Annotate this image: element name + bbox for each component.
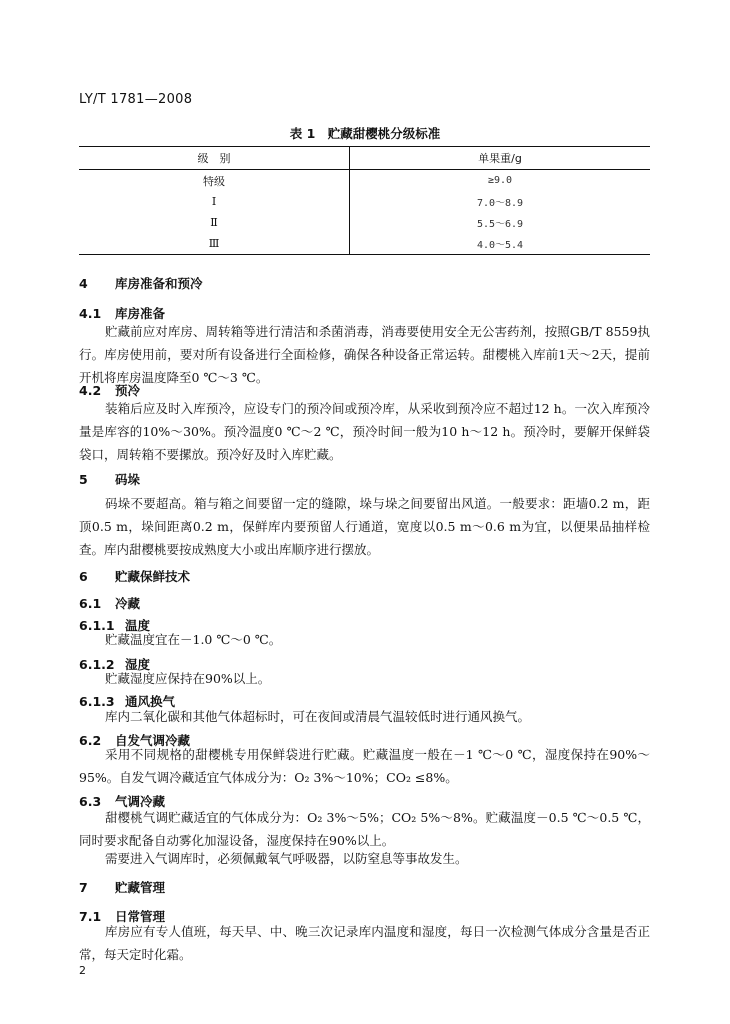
- paragraph-6-2: 采用不同规格的甜樱桃专用保鲜袋进行贮藏。贮藏温度一般在－1 ℃～0 ℃，湿度保持在90%～95%。自发气调冷藏适宜气体成分为：O₂ 3%～10%；CO₂ ≤8%。: [79, 747, 650, 785]
- section-heading-7: 7 贮藏管理: [79, 880, 166, 895]
- table-title: 表 1 贮藏甜樱桃分级标准: [289, 126, 441, 141]
- weight-cell: 7.0～8.9: [476, 198, 524, 209]
- table-row: [79, 170, 650, 192]
- table-row: [79, 233, 650, 255]
- grading-table: [79, 146, 650, 255]
- section-heading-6-1-2: 6.1.2 湿度: [79, 657, 151, 672]
- grade-cell: 特级: [79, 170, 350, 192]
- section-heading-6-1-3: 6.1.3 通风换气: [79, 694, 176, 709]
- paragraph-6-3-safety: 需要进入气调库时，必须佩戴氧气呼吸器，以防窒息等事故发生。: [105, 851, 468, 866]
- section-heading-4-2: 4.2 预冷: [79, 383, 141, 398]
- paragraph-4-2: 装箱后应及时入库预冷，应设专门的预冷间或预冷库，从采收到预冷应不超过12 h。一次入库预冷量是库容的10%～30%。预冷温度0 ℃～2 ℃，预冷时间一般为10 h～12 h。预冷时，要解开保鲜袋袋口，周转箱不要摞放。预冷好及时入库贮藏。: [79, 401, 650, 462]
- section-heading-6: 6 贮藏保鲜技术: [79, 569, 191, 584]
- paragraph-6-3: 甜樱桃气调贮藏适宜的气体成分为：O₂ 3%～5%；CO₂ 5%～8%。贮藏温度－0.5 ℃～0.5 ℃，同时要求配备自动雾化加湿设备，湿度保持在90%以上。: [79, 810, 650, 848]
- table-row: [79, 191, 650, 212]
- paragraph-4-1: 贮藏前应对库房、周转箱等进行清洁和杀菌消毒，消毒要使用安全无公害药剂，按照GB/T 8559执行。库房使用前，要对所有设备进行全面检修，确保各种设备正常运转。甜樱桃入库前1天～2天，提前开机将库房温度降至0 ℃～3 ℃。: [79, 324, 650, 385]
- paragraph-6-1-1: 贮藏温度宜在－1.0 ℃～0 ℃。: [105, 632, 282, 647]
- section-heading-6-3: 6.3 气调冷藏: [79, 794, 166, 809]
- column-header-weight: 单果重/g: [350, 147, 651, 170]
- grade-cell: Ⅲ: [79, 233, 350, 255]
- section-heading-5: 5 码垛: [79, 472, 141, 487]
- grade-cell: Ⅱ: [79, 212, 350, 233]
- paragraph-7-1: 库房应有专人值班，每天早、中、晚三次记录库内温度和湿度，每日一次检测气体成分含量是否正常，每天定时化霜。: [79, 924, 650, 962]
- section-heading-6-1: 6.1 冷藏: [79, 596, 141, 611]
- paragraph-6-1-2: 贮藏湿度应保持在90%以上。: [105, 671, 271, 686]
- section-heading-4-1: 4.1 库房准备: [79, 306, 166, 321]
- section-heading-7-1: 7.1 日常管理: [79, 909, 166, 924]
- page-number: 2: [79, 964, 86, 977]
- paragraph-5: 码垛不要超高。箱与箱之间要留一定的缝隙，垛与垛之间要留出风道。一般要求：距墙0.2 m，距顶0.5 m，垛间距离0.2 m，保鲜库内要预留人行通道，宽度以0.5 m～0.6 m为宜，以便果品抽样检查。库内甜樱桃要按成熟度大小或出库顺序进行摆放。: [79, 496, 650, 557]
- standard-code: LY/T 1781—2008: [79, 92, 193, 107]
- column-header-grade: 级 别: [79, 147, 350, 170]
- paragraph-6-1-3: 库内二氧化碳和其他气体超标时，可在夜间或清晨气温较低时进行通风换气。: [105, 709, 531, 724]
- section-heading-6-1-1: 6.1.1 温度: [79, 618, 151, 633]
- weight-cell: 5.5～6.9: [476, 219, 524, 230]
- table-header-row: [79, 147, 650, 170]
- grade-cell: Ⅰ: [79, 191, 350, 212]
- table-row: [79, 212, 650, 233]
- section-heading-6-2: 6.2 自发气调冷藏: [79, 733, 191, 748]
- weight-cell: 4.0～5.4: [350, 233, 651, 255]
- weight-cell: ≥9.0: [487, 175, 513, 186]
- section-heading-4: 4 库房准备和预冷: [79, 276, 203, 291]
